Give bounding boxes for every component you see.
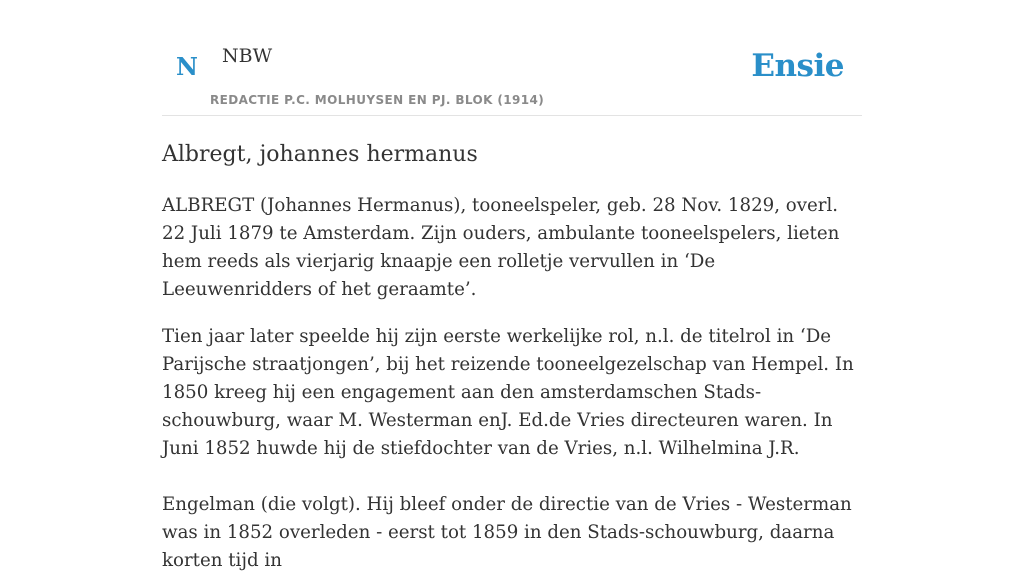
- article-paragraph: ALBREGT (Johannes Hermanus), tooneelspeler, geb. 28 Nov. 1829, overl. 22 Juli 1879 te Amsterdam. Zijn ouders, ambulante tooneelspelers, lieten hem reeds als vierjarig knaapje een rolletje vervullen in ‘De Leeuwenridders of het geraamte’.: [162, 195, 840, 300]
- article-paragraph: Engelman (die volgt). Hij bleef onder de directie van de Vries - Westerman was in 1852 overleden - eerst tot 1859 in den Stads-schouwburg, daarna korten tijd in: [162, 494, 852, 571]
- source-subtitle: REDACTIE P.C. MOLHUYSEN EN PJ. BLOK (1914): [210, 93, 545, 107]
- source-name-link[interactable]: NBW: [222, 45, 273, 67]
- article-paragraph: Tien jaar later speelde hij zijn eerste werkelijke rol, n.l. de titelrol in ‘De Parijsche straatjongen’, bij het reizende tooneelgezelschap van Hempel. In 1850 kreeg hij een engagement aan den amsterdamschen Stads-schouwburg, waar M. Westerman enJ. Ed.de Vries directeuren waren. In Juni 1852 huwde hij de stiefdochter van de Vries, n.l. Wilhelmina J.R.: [162, 326, 854, 459]
- brand-logo[interactable]: Ensie: [751, 48, 844, 84]
- article-body: [162, 192, 864, 575]
- source-logo[interactable]: N: [176, 52, 198, 81]
- article-title: Albregt, johannes hermanus: [162, 142, 478, 167]
- source-header: [162, 0, 862, 116]
